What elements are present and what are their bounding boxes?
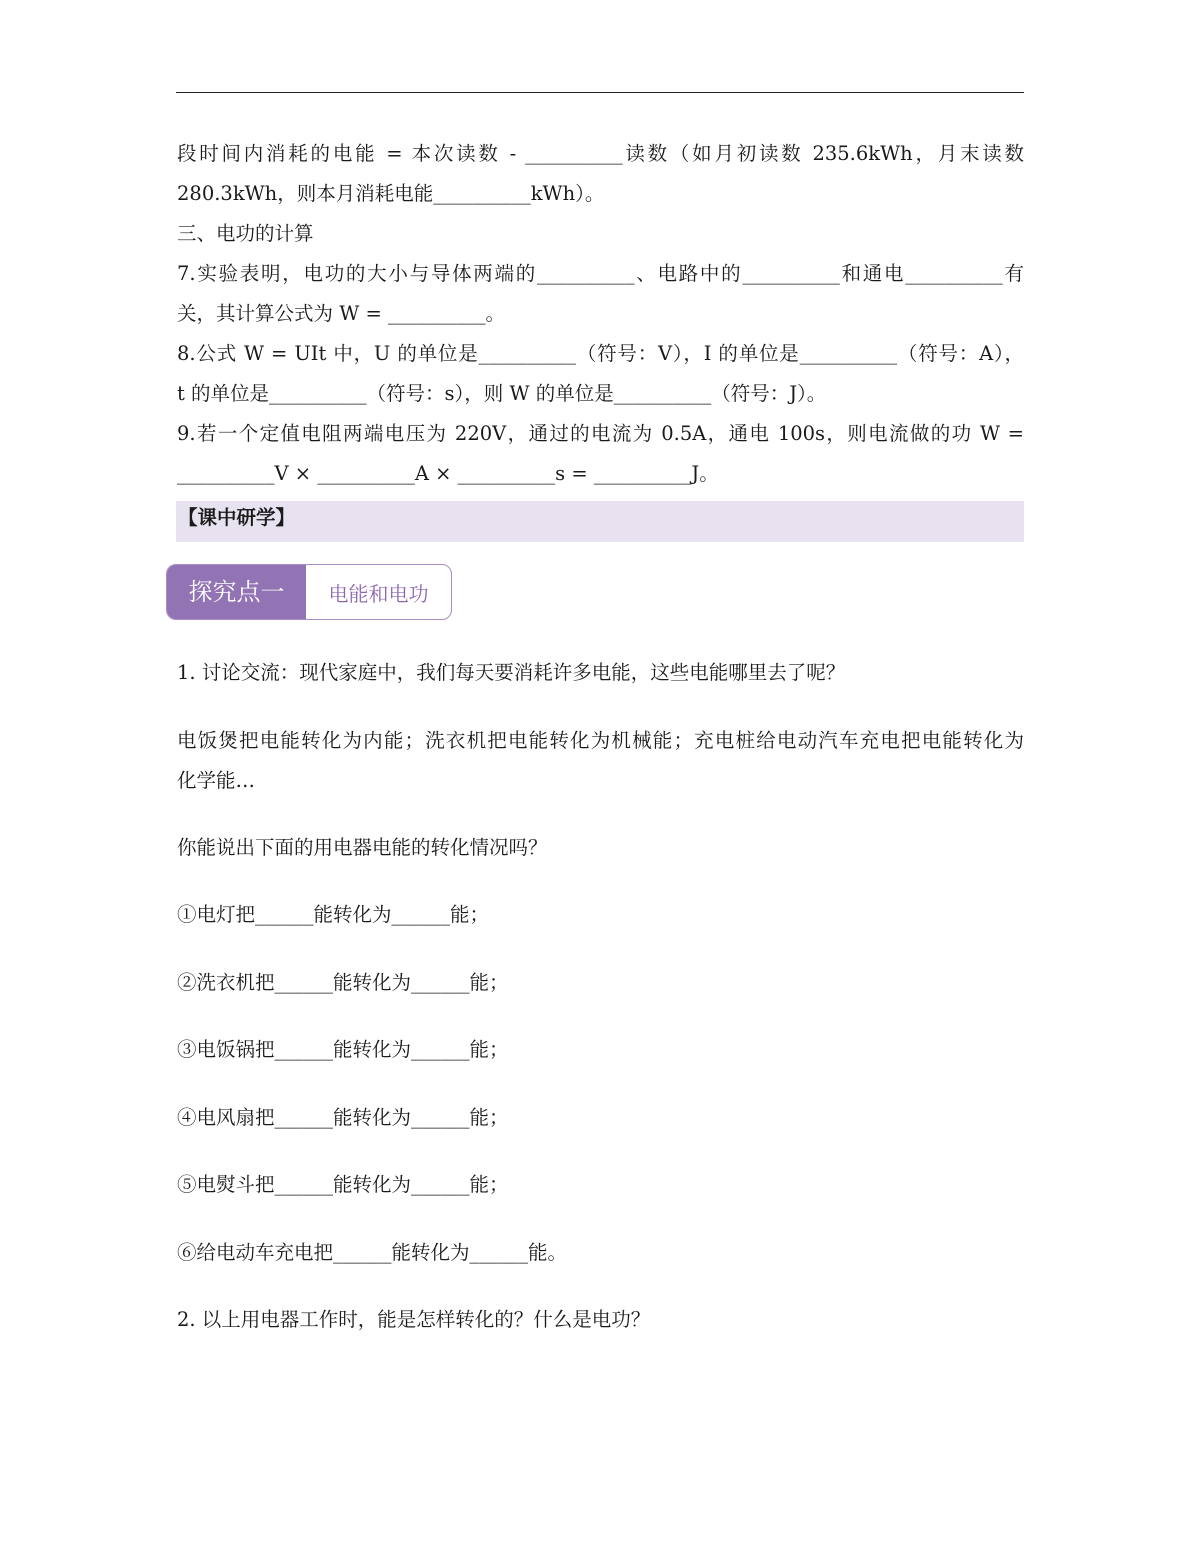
- header-rule: [176, 92, 1024, 93]
- discussion-question: 1. 讨论交流：现代家庭中，我们每天要消耗许多电能，这些电能哪里去了呢？: [177, 661, 846, 684]
- question-7: 7.实验表明，电功的大小与导体两端的__________、电路中的__________和通电__________有: [177, 262, 1024, 285]
- question-8-cont: t 的单位是__________（符号：s），则 W 的单位是__________（符号：J）。: [177, 382, 827, 405]
- question-8: 8.公式 W = UIt 中，U 的单位是__________（符号：V），I 的单位是__________（符号：A），: [177, 342, 1024, 365]
- section-header-label: 【课中研学】: [178, 506, 296, 529]
- text-line: 段时间内消耗的电能 = 本次读数 - __________读数（如月初读数 235.6kWh，月末读数: [177, 142, 1024, 165]
- section-heading: 三、电功的计算: [177, 222, 314, 245]
- discussion-answer: 电饭煲把电能转化为内能；洗衣机把电能转化为机械能；充电桩给电动汽车充电把电能转化为: [177, 729, 1024, 752]
- list-item: ③电饭锅把______能转化为______能；: [177, 1038, 509, 1061]
- prompt-text: 你能说出下面的用电器电能的转化情况吗？: [177, 836, 548, 859]
- list-item: ①电灯把______能转化为______能；: [177, 903, 490, 926]
- question-9: 9.若一个定值电阻两端电压为 220V，通过的电流为 0.5A，通电 100s，则电流做的功 W =: [177, 422, 1024, 445]
- list-item: ②洗衣机把______能转化为______能；: [177, 971, 509, 994]
- question-9-cont: __________V × __________A × __________s = __________J。: [177, 462, 719, 485]
- explore-point-tag: [166, 564, 452, 620]
- list-item: ⑤电熨斗把______能转化为______能；: [177, 1173, 509, 1196]
- list-item: ④电风扇把______能转化为______能；: [177, 1106, 509, 1129]
- explore-point-topic: 电能和电功: [328, 582, 429, 606]
- explore-point-label: 探究点一: [167, 565, 306, 619]
- question-2: 2. 以上用电器工作时，能是怎样转化的？什么是电功？: [177, 1308, 651, 1331]
- section-header-bar: [176, 501, 1024, 542]
- text-line: 280.3kWh，则本月消耗电能__________kWh）。: [177, 182, 605, 205]
- discussion-answer-cont: 化学能…: [177, 769, 256, 792]
- list-item: ⑥给电动车充电把______能转化为______能。: [177, 1241, 568, 1264]
- question-7-cont: 关，其计算公式为 W = __________。: [177, 302, 505, 325]
